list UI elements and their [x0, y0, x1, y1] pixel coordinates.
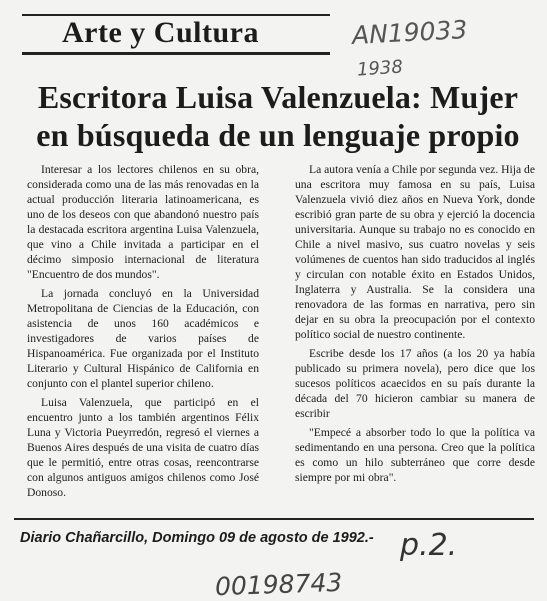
paragraph: Interesar a los lectores chilenos en su obra, considerada como una de las más renovadas en la actual producción literaria latinoamericana, es uno de los deseos con que abandonó nuestro país la destacada escritora argentina Luisa Valenzuela, que vino a Chile invitada a participar en el décimo simposio internacional de literatura "Encuentro de dos mundos". [27, 163, 259, 281]
section-title: Arte y Cultura [62, 16, 259, 49]
page-annotation: p.2. [400, 528, 458, 563]
source-citation: Diario Chañarcillo, Domingo 09 de agosto de 1992.- [20, 530, 374, 546]
article-headline: Escritora Luisa Valenzuela: Mujer en búsqueda de un lenguaje propio [36, 79, 520, 153]
paragraph: Escribe desde los 17 años (a los 20 ya había publicado su primera novela), pero dice que los sucesos políticos acaecidos en su país durante la década del 70 hicieron cambiar su manera de escribir [295, 347, 535, 420]
footer-rule [14, 518, 534, 520]
article-column-right [295, 162, 535, 489]
article-column-left [27, 162, 259, 504]
paragraph: Luisa Valenzuela, que participó en el encuentro junto a los también argentinos Félix Luna y Victoria Pueyrredón, regresó el viernes a Buenos Aires después de una visita de cuatro días que le permitió, entre otras cosas, reencontrarse con algunos antiguos amigos chilenos como José Donoso. [27, 396, 259, 499]
year-annotation: 1938 [356, 56, 404, 81]
paragraph: La autora venía a Chile por segunda vez. Hija de una escritora muy famosa en su país, Luisa Valenzuela vivió diez años en Nueva York, donde escribió gran parte de su obra y ejerció la docencia universitaria. Aunque su trabajo no es conocido en Chile a nivel masivo, sus cuatro novelas y seis volúmenes de cuentos han sido traducidos al inglés y circulan con notable éxito en Estados Unidos, Inglaterra y Australia. Se la considera una renovadora de las formas en narrativa, pero sin dejar en su obra la preocupación por el contexto político social de nuestro continente. [295, 163, 535, 341]
reference-number-annotation: 00198743 [214, 567, 343, 601]
archive-code-annotation: AN19033 [351, 15, 469, 50]
paragraph: La jornada concluyó en la Universidad Metropolitana de Ciencias de la Educación, con asistencia de unos 160 académicos e investigadores de varios países de Hispanoamérica. Fue organizada por el Instituto Literario y Cultural Hispánico de California en conjunto con el plantel superior chileno. [27, 287, 259, 390]
quote-paragraph: "Empecé a absorber todo lo que la política va sedimentando en una persona. Creo que la política es como un hilo subterráneo que corre desde siempre por mi obra". [295, 426, 535, 484]
